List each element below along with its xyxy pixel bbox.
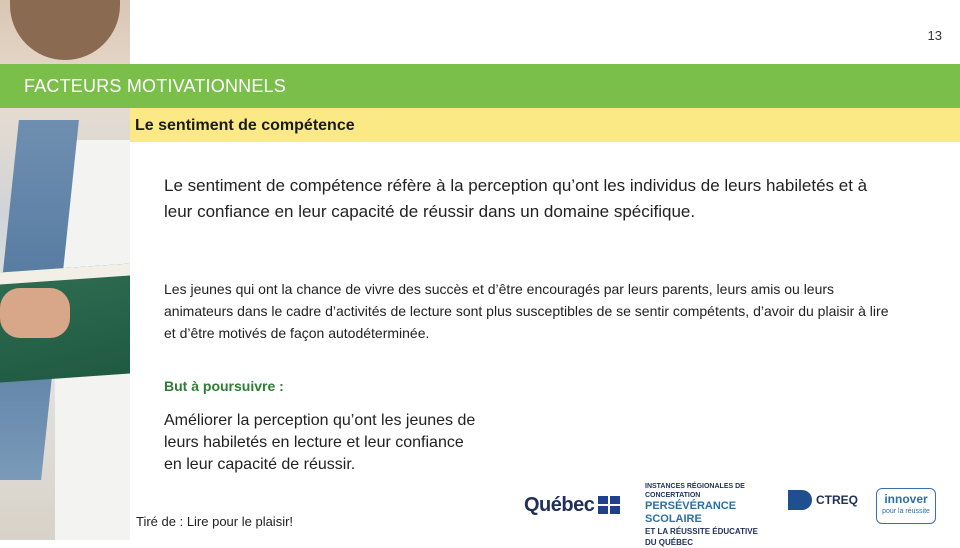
ctreq-wordmark: CTREQ — [816, 493, 858, 507]
instances-line3: ET LA RÉUSSITE ÉDUCATIVE DU QUÉBEC — [645, 527, 758, 547]
instances-line1: INSTANCES RÉGIONALES DE CONCERTATION — [645, 483, 745, 499]
section-subtitle: Le sentiment de compétence — [135, 117, 355, 134]
innover-logo — [876, 488, 936, 524]
goal-text: Améliorer la perception qu’ont les jeunes de leurs habiletés en lecture et leur confiance en leur capacité de réussir. — [164, 412, 476, 473]
goal-label: But à poursuivre : — [164, 378, 284, 394]
page-number: 13 — [927, 28, 942, 43]
innover-wordmark: innover — [884, 492, 928, 506]
ctreq-mark-icon — [788, 490, 812, 510]
ctreq-logo — [788, 488, 868, 512]
quebec-logo — [524, 492, 626, 518]
detail-paragraph: Les jeunes qui ont la chance de vivre des succès et d’être encouragés par leurs parents, leurs amis ou leurs animateurs dans le cadre d’activités de lecture sont plus susceptibles de se sentir compétents, d’avoir du plaisir à lire et d’être motivés de façon autodéterminée. — [164, 281, 889, 341]
page-title: FACTEURS MOTIVATIONNELS — [24, 76, 286, 96]
definition-paragraph: Le sentiment de compétence réfère à la perception qu’ont les individus de leurs habiletés et à leur confiance en leur capacité de réussir dans un domaine spécifique. — [164, 176, 868, 221]
quebec-wordmark: Québec — [524, 493, 595, 516]
source-citation: Tiré de : Lire pour le plaisir! — [136, 514, 294, 529]
innover-tagline: pour la réussite — [882, 508, 930, 515]
instances-line2: PERSÉVÉRANCE SCOLAIRE — [645, 500, 737, 525]
instances-regionales-logo — [645, 482, 767, 547]
quebec-flag-icon — [598, 496, 620, 514]
